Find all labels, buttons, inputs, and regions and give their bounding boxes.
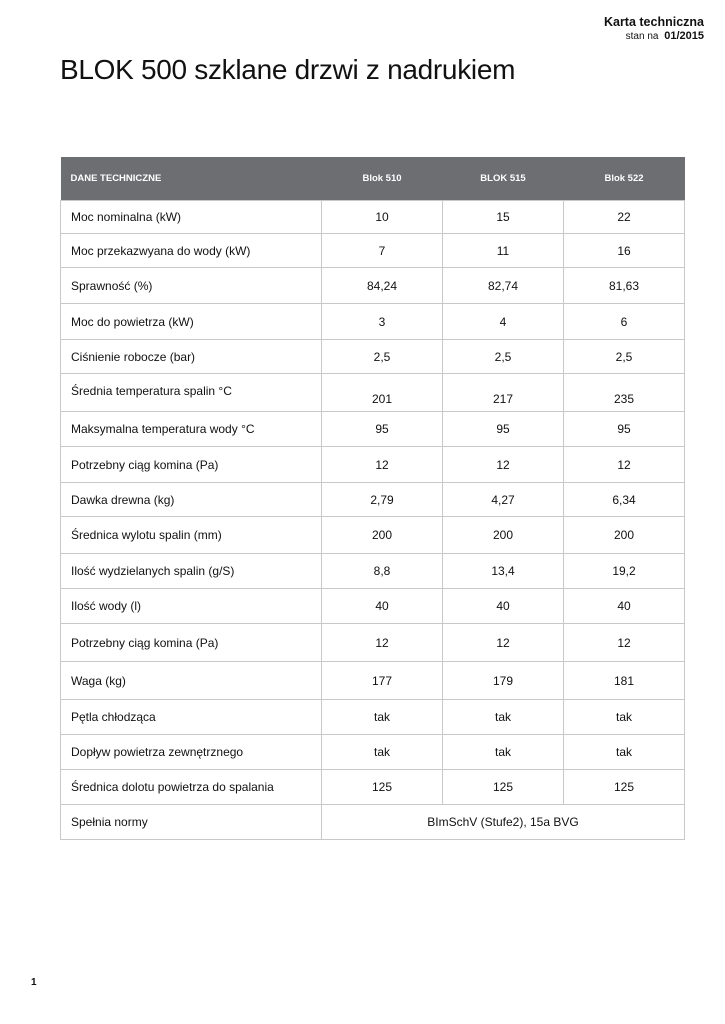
row-label: Dawka drewna (kg) <box>61 483 322 517</box>
cell-value: tak <box>443 700 564 735</box>
cell-value: 12 <box>322 624 443 662</box>
cell-value: 177 <box>322 662 443 700</box>
row-label: Potrzebny ciąg komina (Pa) <box>61 624 322 662</box>
cell-value: tak <box>564 735 685 770</box>
cell-value: 200 <box>322 517 443 554</box>
table-row <box>61 700 685 735</box>
norms-value: BImSchV (Stufe2), 15a BVG <box>322 805 685 840</box>
table-row <box>61 304 685 340</box>
cell-value: 125 <box>322 770 443 805</box>
page-title: BLOK 500 szklane drzwi z nadrukiem <box>60 54 516 85</box>
cell-value: 13,4 <box>443 554 564 589</box>
cell-value: 125 <box>564 770 685 805</box>
table-row <box>61 554 685 589</box>
cell-value: 16 <box>564 234 685 268</box>
table-row <box>61 589 685 624</box>
row-label: Spełnia normy <box>61 805 322 840</box>
cell-value: tak <box>322 700 443 735</box>
table-row <box>61 624 685 662</box>
cell-value: 200 <box>564 517 685 554</box>
row-label: Moc do powietrza (kW) <box>61 304 322 340</box>
row-label: Moc przekazwyana do wody (kW) <box>61 234 322 268</box>
date-label: stan na <box>625 31 659 42</box>
cell-value: 217 <box>443 374 564 412</box>
cell-value: 82,74 <box>443 268 564 304</box>
norms-row <box>61 805 685 840</box>
cell-value: 40 <box>564 589 685 624</box>
cell-value: tak <box>443 735 564 770</box>
table-row <box>61 201 685 234</box>
cell-value: 19,2 <box>564 554 685 589</box>
page-number: 1 <box>31 977 37 988</box>
cell-value: 15 <box>443 201 564 234</box>
cell-value: 12 <box>443 624 564 662</box>
column-header: Blok 522 <box>564 157 685 201</box>
cell-value: 10 <box>322 201 443 234</box>
document-header <box>604 15 704 43</box>
cell-value: 2,79 <box>322 483 443 517</box>
table-row <box>61 735 685 770</box>
table-row <box>61 234 685 268</box>
document-date <box>604 30 704 43</box>
cell-value: 95 <box>564 412 685 447</box>
cell-value: 125 <box>443 770 564 805</box>
table-row <box>61 412 685 447</box>
cell-value: 12 <box>564 447 685 483</box>
cell-value: 95 <box>443 412 564 447</box>
cell-value: 235 <box>564 374 685 412</box>
row-label: Potrzebny ciąg komina (Pa) <box>61 447 322 483</box>
cell-value: 11 <box>443 234 564 268</box>
row-label: Ciśnienie robocze (bar) <box>61 340 322 374</box>
row-label: Ilość wody (l) <box>61 589 322 624</box>
cell-value: 40 <box>322 589 443 624</box>
cell-value: 12 <box>564 624 685 662</box>
cell-value: 22 <box>564 201 685 234</box>
cell-value: 179 <box>443 662 564 700</box>
table-row <box>61 483 685 517</box>
row-label: Średnica dolotu powietrza do spalania <box>61 770 322 805</box>
table-body <box>61 201 685 840</box>
cell-value: 8,8 <box>322 554 443 589</box>
cell-value: 201 <box>322 374 443 412</box>
cell-value: 40 <box>443 589 564 624</box>
column-header: Blok 510 <box>322 157 443 201</box>
cell-value: tak <box>322 735 443 770</box>
date-value: 01/2015 <box>664 30 704 42</box>
technical-data-table <box>60 157 685 840</box>
table-row <box>61 268 685 304</box>
cell-value: 12 <box>322 447 443 483</box>
cell-value: 2,5 <box>322 340 443 374</box>
row-label: Dopływ powietrza zewnętrznego <box>61 735 322 770</box>
row-label: Średnia temperatura spalin °C <box>61 374 322 412</box>
row-label: Średnica wylotu spalin (mm) <box>61 517 322 554</box>
cell-value: 181 <box>564 662 685 700</box>
cell-value: 95 <box>322 412 443 447</box>
cell-value: 6,34 <box>564 483 685 517</box>
row-label: Pętla chłodząca <box>61 700 322 735</box>
table-row <box>61 770 685 805</box>
cell-value: 4 <box>443 304 564 340</box>
cell-value: 12 <box>443 447 564 483</box>
table-header-row <box>61 157 685 201</box>
table-row <box>61 517 685 554</box>
row-label: Moc nominalna (kW) <box>61 201 322 234</box>
cell-value: 3 <box>322 304 443 340</box>
cell-value: 6 <box>564 304 685 340</box>
table-row <box>61 374 685 412</box>
cell-value: 200 <box>443 517 564 554</box>
cell-value: 4,27 <box>443 483 564 517</box>
cell-value: 7 <box>322 234 443 268</box>
row-label: Ilość wydzielanych spalin (g/S) <box>61 554 322 589</box>
cell-value: 84,24 <box>322 268 443 304</box>
document-type: Karta techniczna <box>603 15 704 29</box>
cell-value: 2,5 <box>564 340 685 374</box>
table-row <box>61 662 685 700</box>
table-row <box>61 447 685 483</box>
cell-value: tak <box>564 700 685 735</box>
cell-value: 81,63 <box>564 268 685 304</box>
row-label: Sprawność (%) <box>61 268 322 304</box>
column-header: BLOK 515 <box>443 157 564 201</box>
cell-value: 2,5 <box>443 340 564 374</box>
column-header: DANE TECHNICZNE <box>61 157 322 201</box>
row-label: Maksymalna temperatura wody °C <box>61 412 322 447</box>
table-row <box>61 340 685 374</box>
row-label: Waga (kg) <box>61 662 322 700</box>
